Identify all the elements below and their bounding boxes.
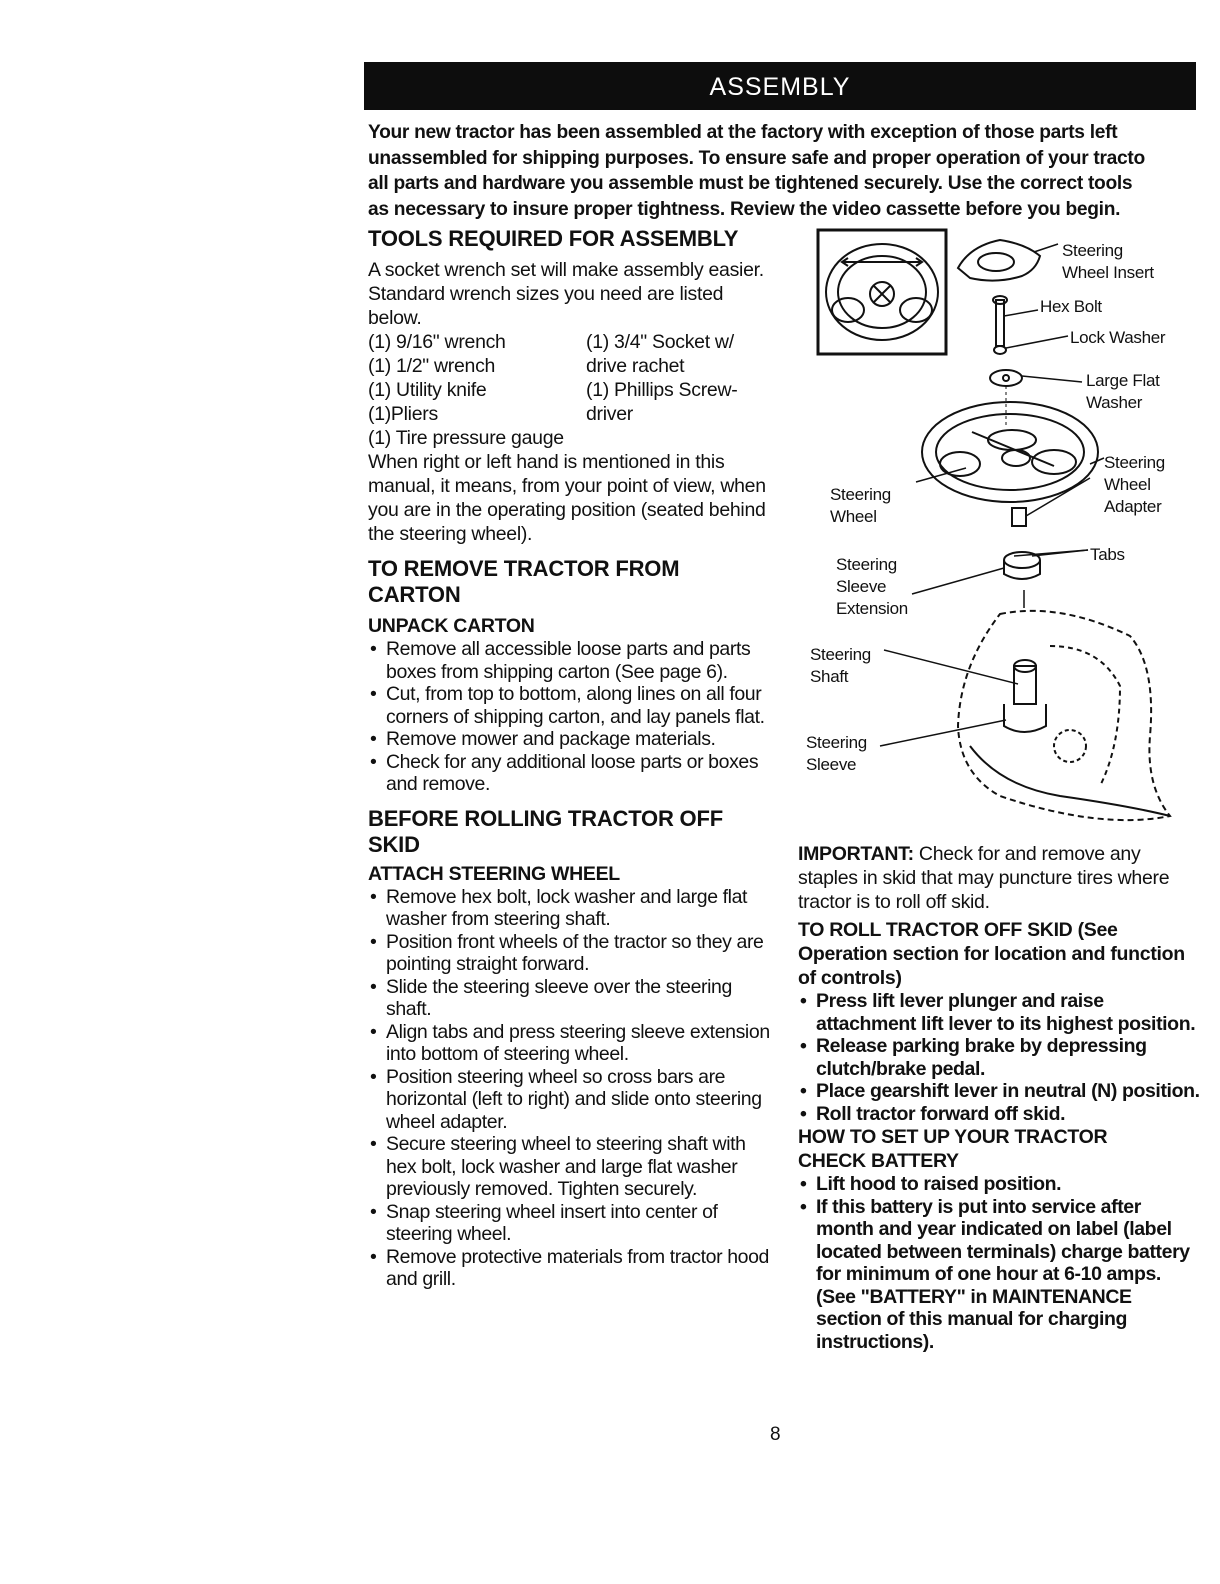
hood-base <box>970 746 1170 816</box>
roll-heading: TO ROLL TRACTOR OFF SKID (See Operation section for location and function of controls) <box>798 919 1185 989</box>
inset-spoke-left <box>832 298 864 322</box>
wheel-hub <box>1002 450 1030 466</box>
roll-list <box>798 990 1200 1125</box>
tools-text: A socket wrench set will make assembly easier. Standard wrench sizes you need are listed below. <box>368 259 764 329</box>
list-item: • Place gearshift lever in neutral (N) position. <box>798 1080 1200 1103</box>
unpack-subheading: UNPACK CARTON <box>368 615 535 637</box>
important-label: IMPORTANT: <box>798 843 914 865</box>
battery-subheading: CHECK BATTERY <box>798 1150 959 1172</box>
important-note <box>798 842 1200 914</box>
inset-wheel-inner <box>838 256 926 328</box>
label-tabs: Tabs <box>1090 545 1125 564</box>
list-item: • Release parking brake by depressing clutch/brake pedal. <box>798 1035 1200 1080</box>
label-sleeve-extension: Steering Sleeve Extension <box>836 555 908 618</box>
attach-list <box>368 886 773 1291</box>
remove-heading: TO REMOVE TRACTOR FROM CARTON <box>368 556 680 607</box>
label-steering-wheel-adapter: Steering Wheel Adapter <box>1104 453 1165 516</box>
lock-washer <box>994 346 1006 354</box>
hood-contour <box>1050 646 1120 786</box>
tool-item: drive rachet <box>586 355 685 377</box>
leader-insert <box>1034 244 1058 252</box>
inset-wheel-rim <box>826 244 938 340</box>
label-steering-wheel-insert: Steering Wheel Insert <box>1062 241 1154 282</box>
leader-lock-washer <box>1006 336 1068 348</box>
list-item: • Remove mower and package materials. <box>368 728 773 751</box>
handedness-note: When right or left hand is mentioned in this manual, it means, from your point of view, when you are in the operating position (seated behind the steering wheel). <box>368 451 766 545</box>
hex-bolt <box>996 300 1004 346</box>
rolling-heading: BEFORE ROLLING TRACTOR OFF SKID <box>368 805 723 857</box>
list-item: • Snap steering wheel insert into center of steering wheel. <box>368 1201 773 1246</box>
leader-flat-washer <box>1022 376 1082 382</box>
section-banner: ASSEMBLY <box>364 62 1196 110</box>
label-steering-sleeve: Steering Sleeve <box>806 733 867 774</box>
leader-hex-bolt <box>1004 310 1038 316</box>
flat-washer-hole <box>1003 375 1009 381</box>
label-hex-bolt: Hex Bolt <box>1040 297 1102 316</box>
list-item: • Press lift lever plunger and raise attachment lift lever to its highest position. <box>798 990 1200 1035</box>
tool-item-last: (1) Tire pressure gauge <box>368 427 564 449</box>
wheel-insert <box>958 240 1040 281</box>
list-item: • Position steering wheel so cross bars are horizontal (left to right) and slide onto steering wheel adapter. <box>368 1066 773 1134</box>
intro-line: unassembled for shipping purposes. To ensure safe and proper operation of your tracto <box>368 147 1145 169</box>
tool-item: (1)Pliers <box>368 403 438 425</box>
wheel-opening-right <box>1032 450 1076 474</box>
list-item: • Lift hood to raised position. <box>798 1173 1200 1196</box>
list-item: • If this battery is put into service after month and year indicated on label (label located between terminals) charge battery for minimum of one hour at 6-10 amps. (See "BATTERY" in MAINTENANCE section of this manual for charging instructions). <box>798 1196 1200 1354</box>
list-item: • Secure steering wheel to steering shaft with hex bolt, lock washer and large flat washer previously removed. Tighten securely. <box>368 1133 773 1201</box>
wheel-opening-top <box>988 430 1036 450</box>
list-item: • Cut, from top to bottom, along lines on all four corners of shipping carton, and lay panels flat. <box>368 683 773 728</box>
wheel-opening-left <box>940 452 980 476</box>
label-lock-washer: Lock Washer <box>1070 328 1166 347</box>
tool-item: (1) Utility knife <box>368 379 487 401</box>
list-item: • Slide the steering sleeve over the steering shaft. <box>368 976 773 1021</box>
steering-assembly-diagram <box>800 226 1200 836</box>
leader-adapter <box>1026 478 1090 516</box>
list-item: • Roll tractor forward off skid. <box>798 1103 1200 1126</box>
inset-spoke-right <box>900 298 932 322</box>
leader-sleeve-extension <box>912 568 1004 594</box>
steering-sleeve <box>1004 704 1046 732</box>
attach-subheading: ATTACH STEERING WHEEL <box>368 862 620 885</box>
label-large-flat-washer: Large Flat Washer <box>1086 371 1160 412</box>
list-item: • Align tabs and press steering sleeve extension into bottom of steering wheel. <box>368 1021 773 1066</box>
unpack-list <box>368 638 773 796</box>
list-item: • Remove hex bolt, lock washer and large flat washer from steering shaft. <box>368 886 773 931</box>
right-column <box>798 842 1200 1353</box>
leader-shaft <box>884 650 1018 684</box>
wheel-adapter <box>1012 508 1026 526</box>
sleeve-extension-body <box>1004 560 1040 579</box>
tool-item: (1) 9/16" wrench <box>368 331 506 353</box>
page-number: 8 <box>770 1424 781 1445</box>
intro-line: Your new tractor has been assembled at the factory with exception of those parts left <box>368 122 1118 143</box>
wheel-insert-center <box>978 253 1014 271</box>
gauge-outline <box>1054 730 1086 762</box>
tool-item: (1) 3/4" Socket w/ <box>586 331 734 353</box>
list-item: • Remove all accessible loose parts and parts boxes from shipping carton (See page 6). <box>368 638 773 683</box>
battery-list <box>798 1173 1200 1353</box>
steering-wheel-rim <box>922 402 1098 502</box>
tool-item: driver <box>586 403 633 425</box>
leader-sleeve <box>880 720 1006 746</box>
label-steering-wheel: Steering Wheel <box>830 485 891 526</box>
list-item: • Position front wheels of the tractor so they are pointing straight forward. <box>368 931 773 976</box>
large-flat-washer <box>990 370 1022 386</box>
label-steering-shaft: Steering Shaft <box>810 645 871 686</box>
intro-paragraph <box>368 120 1198 222</box>
tool-item: (1) Phillips Screw- <box>586 379 738 401</box>
wheel-crossbar <box>972 432 1054 466</box>
important-text: Check for and remove any staples in skid that may puncture tires where tractor is to roll off skid. <box>798 843 1170 913</box>
tools-heading: TOOLS REQUIRED FOR ASSEMBLY <box>368 226 739 251</box>
intro-line: as necessary to insure proper tightness. Review the video cassette before you begin. <box>368 198 1121 220</box>
tools-list <box>368 330 773 426</box>
left-column <box>368 226 773 1291</box>
tool-item: (1) 1/2" wrench <box>368 355 496 377</box>
intro-line: all parts and hardware you assemble must be tightened securely. Use the correct tools <box>368 173 1133 194</box>
setup-heading: HOW TO SET UP YOUR TRACTOR <box>798 1126 1108 1148</box>
list-item: • Remove protective materials from tractor hood and grill. <box>368 1246 773 1291</box>
tractor-hood <box>958 611 1170 820</box>
list-item: • Check for any additional loose parts or boxes and remove. <box>368 751 773 796</box>
